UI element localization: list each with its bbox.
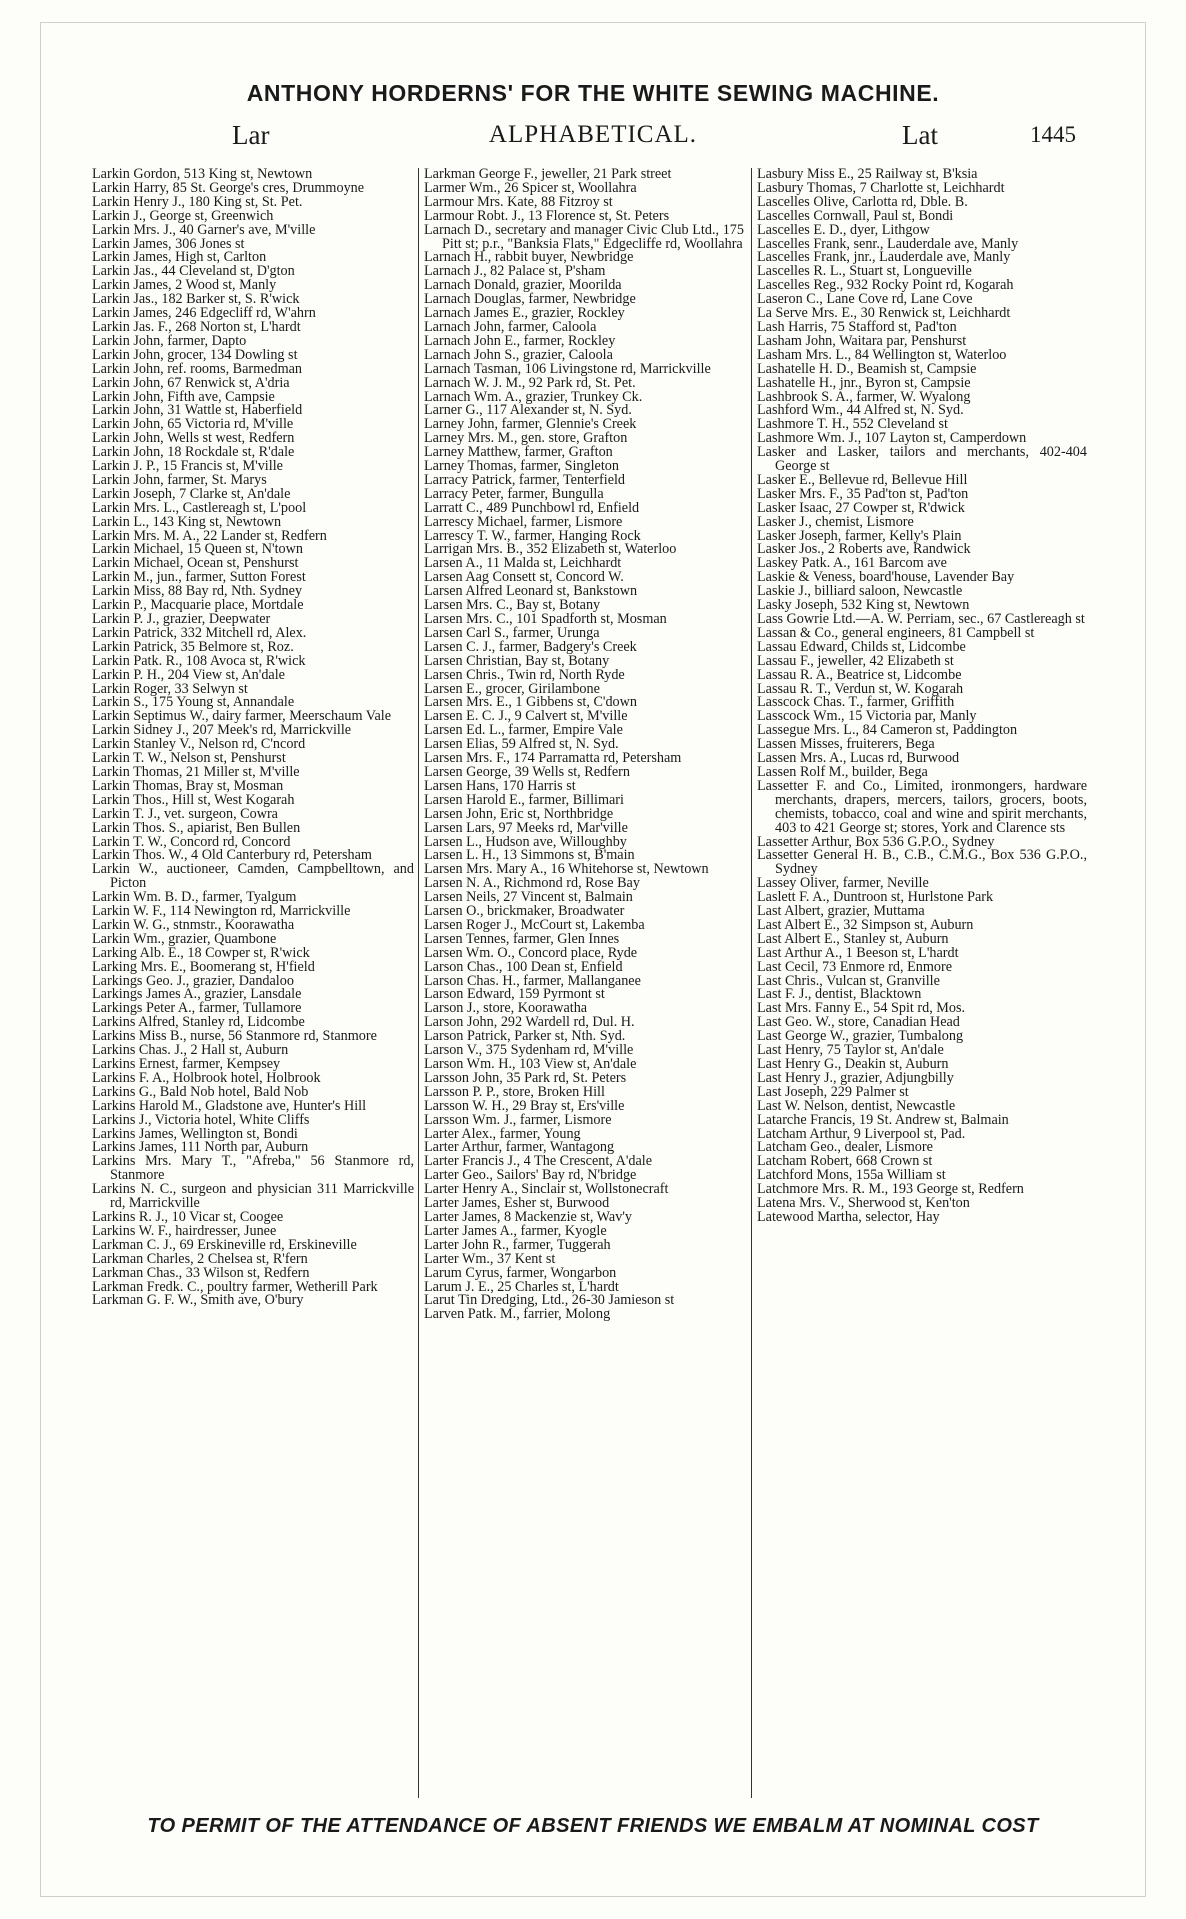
- directory-entry: La Serve Mrs. E., 30 Renwick st, Leichhardt: [757, 305, 1011, 322]
- directory-entry: Larkin Wm. B. D., farmer, Tyalgum: [92, 889, 297, 906]
- directory-entry: Larnach D., secretary and manager Civic Club Ltd., 175 Pitt st; p.r., "Banksia Flats," Edgecliffe rd, Woollahra: [424, 221, 744, 252]
- directory-entry: Last W. Nelson, dentist, Newcastle: [757, 1097, 956, 1114]
- directory-entry: Larkin John, 31 Wattle st, Haberfield: [92, 402, 303, 419]
- bottom-advert-banner: TO PERMIT OF THE ATTENDANCE OF ABSENT FRIENDS WE EMBALM AT NOMINAL COST: [147, 1815, 1039, 1837]
- directory-entry: Lasker Joseph, farmer, Kelly's Plain: [757, 527, 962, 544]
- directory-entry: Larnach Donald, grazier, Moorilda: [424, 277, 622, 294]
- directory-entry: Latcham Geo., dealer, Lismore: [757, 1139, 933, 1156]
- directory-entry: Last Albert, grazier, Muttama: [757, 903, 925, 920]
- directory-entry: Lass Gowrie Ltd.—A. W. Perriam, sec., 67 Castlereagh st: [757, 611, 1085, 627]
- header-right-guide-word: Lat: [902, 120, 938, 150]
- directory-entry: Larson V., 375 Sydenham rd, M'ville: [424, 1042, 634, 1059]
- directory-entry: Larkin Thos., Hill st, West Kogarah: [92, 791, 295, 808]
- directory-entry: Latcham Arthur, 9 Liverpool st, Pad.: [757, 1125, 966, 1142]
- directory-entry: Larkman Charles, 2 Chelsea st, R'fern: [92, 1250, 308, 1267]
- directory-entry: Larnach W. J. M., 92 Park rd, St. Pet.: [424, 374, 636, 391]
- directory-entry: Larson Wm. H., 103 View st, An'dale: [424, 1056, 637, 1072]
- directory-entry: Lasbury Thomas, 7 Charlotte st, Leichhardt: [757, 179, 1005, 196]
- directory-entry: Larrescy Michael, farmer, Lismore: [424, 513, 623, 530]
- directory-entry: Larter Alex., farmer, Young: [424, 1125, 581, 1142]
- directory-entry: Larkman C. J., 69 Erskineville rd, Erskineville: [92, 1236, 357, 1253]
- directory-entry: Larracy Peter, farmer, Bungulla: [424, 485, 604, 502]
- directory-entry: Larkin James, High st, Carlton: [92, 249, 267, 266]
- directory-entry: Larkins Chas. J., 2 Hall st, Auburn: [92, 1042, 289, 1059]
- directory-entry: Lasker E., Bellevue rd, Bellevue Hill: [757, 471, 968, 488]
- directory-entry: Larson John, 292 Wardell rd, Dul. H.: [424, 1014, 635, 1031]
- directory-entry: Laskie J., billiard saloon, Newcastle: [757, 583, 963, 600]
- directory-entry: Lassau Edward, Childs st, Lidcombe: [757, 638, 966, 655]
- directory-entry: Larkin W. F., 114 Newington rd, Marrickville: [92, 903, 351, 920]
- directory-entry: Larsen George, 39 Wells st, Redfern: [424, 763, 630, 780]
- directory-entry: Larsen Wm. O., Concord place, Ryde: [424, 944, 638, 961]
- directory-entry: Larmour Robt. J., 13 Florence st, St. Peters: [424, 207, 670, 224]
- directory-entry: Larkin Jas., 44 Cleveland st, D'gton: [92, 263, 295, 280]
- directory-entry: Larkin Sidney J., 207 Meek's rd, Marrickville: [92, 722, 352, 739]
- directory-entry: Larson J., store, Koorawatha: [424, 1000, 588, 1017]
- directory-entry: Larmour Mrs. Kate, 88 Fitzroy st: [424, 193, 613, 210]
- directory-entry: Laskie & Veness, board'house, Lavender Bay: [757, 569, 1015, 586]
- directory-entry: Larkman George F., jeweller, 21 Park street: [424, 168, 672, 182]
- directory-entry: Larkin P. H., 204 View st, An'dale: [92, 666, 285, 683]
- directory-entry: Larkin Roger, 33 Selwyn st: [92, 680, 248, 697]
- directory-entry: Last George W., grazier, Tumbalong: [757, 1028, 964, 1045]
- directory-entry: Larkin Patk. R., 108 Avoca st, R'wick: [92, 652, 306, 669]
- directory-entry: Larsson P. P., store, Broken Hill: [424, 1083, 605, 1100]
- directory-entry: Larsen Mrs. C., 101 Spadforth st, Mosman: [424, 611, 667, 627]
- directory-entry: Lasscock Chas. T., farmer, Griffith: [757, 694, 955, 711]
- directory-entry: Lassau R. T., Verdun st, W. Kogarah: [757, 680, 964, 697]
- directory-entry: Larter Wm., 37 Kent st: [424, 1250, 556, 1267]
- directory-entry: Larsen Hans, 170 Harris st: [424, 777, 576, 794]
- directory-entry: Larsen O., brickmaker, Broadwater: [424, 903, 625, 920]
- header-section-title: ALPHABETICAL.: [488, 121, 698, 148]
- directory-entry: Larkin John, ref. rooms, Barmedman: [92, 360, 302, 377]
- directory-entry: Larnach John E., farmer, Rockley: [424, 332, 616, 349]
- directory-entry: Larnach James E., grazier, Rockley: [424, 305, 625, 322]
- directory-entry: Last Mrs. Fanny E., 54 Spit rd, Mos.: [757, 1000, 966, 1017]
- directory-entry: Larkin Michael, Ocean st, Penshurst: [92, 555, 299, 572]
- directory-entry: Larkin Thomas, Bray st, Mosman: [92, 777, 284, 794]
- directory-entry: Larsen C. J., farmer, Badgery's Creek: [424, 638, 637, 655]
- directory-entry: Larven Patk. M., farrier, Molong: [424, 1306, 611, 1323]
- directory-entry: Larkins Harold M., Gladstone ave, Hunter's Hill: [92, 1097, 367, 1114]
- directory-entry: Larkin T. J., vet. surgeon, Cowra: [92, 805, 278, 822]
- directory-entry: Larkin Thos. S., apiarist, Ben Bullen: [92, 819, 301, 836]
- directory-entry: Larnach J., 82 Palace st, P'sham: [424, 263, 606, 280]
- directory-entry: Lascelles Frank, senr., Lauderdale ave, Manly: [757, 235, 1019, 252]
- directory-entry: Larkin James, 2 Wood st, Manly: [92, 277, 277, 294]
- directory-entry: Larkins F. A., Holbrook hotel, Holbrook: [92, 1069, 321, 1086]
- directory-entry: Lashmore T. H., 552 Cleveland st: [757, 416, 948, 433]
- directory-entry: Larkin Thomas, 21 Miller st, M'ville: [92, 763, 300, 780]
- directory-entry: Larkin P., Macquarie place, Mortdale: [92, 597, 304, 614]
- header-left-guide-word: Lar: [232, 120, 270, 150]
- directory-entry: Lassetter General H. B., C.B., C.M.G., Box 536 G.P.O., Sydney: [757, 847, 1087, 878]
- directory-entry: Larkin P. J., grazier, Deepwater: [92, 611, 271, 627]
- directory-entry: Larkin Mrs. J., 40 Garner's ave, M'ville: [92, 221, 316, 238]
- directory-entry: Laslett F. A., Duntroon st, Hurlstone Park: [757, 889, 994, 906]
- directory-entry: Last Geo. W., store, Canadian Head: [757, 1014, 960, 1031]
- directory-entry: Latchmore Mrs. R. M., 193 George st, Redfern: [757, 1181, 1024, 1198]
- directory-entry: Larter Arthur, farmer, Wantagong: [424, 1139, 615, 1156]
- directory-entry: Latcham Robert, 668 Crown st: [757, 1153, 933, 1170]
- directory-column-1: [92, 168, 414, 1798]
- directory-entry: Larkins N. C., surgeon and physician 311 Marrickville rd, Marrickville: [92, 1181, 414, 1212]
- directory-entry: Lascelles R. L., Stuart st, Longueville: [757, 263, 972, 280]
- directory-entry: Lassen Mrs. A., Lucas rd, Burwood: [757, 750, 960, 767]
- directory-entry: Larney Matthew, farmer, Grafton: [424, 444, 613, 461]
- directory-entry: Larsen Neils, 27 Vincent st, Balmain: [424, 889, 633, 906]
- directory-entry: Lascelles Olive, Carlotta rd, Dble. B.: [757, 193, 968, 210]
- directory-entry: Last Cecil, 73 Enmore rd, Enmore: [757, 958, 953, 975]
- directory-entry: Larsen John, Eric st, Northbridge: [424, 805, 614, 822]
- directory-entry: Larkin Henry J., 180 King st, St. Pet.: [92, 193, 303, 210]
- directory-entry: Larkin John, Wells st west, Redfern: [92, 430, 295, 447]
- directory-entry: Larkins W. F., hairdresser, Junee: [92, 1222, 277, 1239]
- directory-entry: Larkin Septimus W., dairy farmer, Meerschaum Vale: [92, 708, 391, 725]
- directory-entry: Larsen A., 11 Malda st, Leichhardt: [424, 555, 622, 572]
- directory-entry: Larkins G., Bald Nob hotel, Bald Nob: [92, 1083, 309, 1100]
- directory-entry: Larkin Patrick, 332 Mitchell rd, Alex.: [92, 624, 307, 641]
- directory-entry: Last Albert E., Stanley st, Auburn: [757, 930, 949, 947]
- directory-entry: Larkins Miss B., nurse, 56 Stanmore rd, Stanmore: [92, 1028, 377, 1045]
- directory-entry: Larsen Elias, 59 Alfred st, N. Syd.: [424, 736, 619, 753]
- directory-entry: Latewood Martha, selector, Hay: [757, 1208, 940, 1225]
- directory-entry: Larrescy T. W., farmer, Hanging Rock: [424, 527, 641, 544]
- directory-entry: Larter Henry A., Sinclair st, Wollstonecraft: [424, 1181, 669, 1198]
- directory-entry: Lascelles E. D., dyer, Lithgow: [757, 221, 930, 238]
- directory-entry: Larsen E., grocer, Girilambone: [424, 680, 600, 697]
- directory-entry: Lashatelle H., jnr., Byron st, Campsie: [757, 374, 971, 391]
- directory-entry: Larter Francis J., 4 The Crescent, A'dale: [424, 1153, 653, 1170]
- directory-entry: Larkin Jas., 182 Barker st, S. R'wick: [92, 291, 300, 308]
- directory-entry: Larnach Tasman, 106 Livingstone rd, Marrickville: [424, 360, 711, 377]
- directory-entry: Lashatelle H. D., Beamish st, Campsie: [757, 360, 977, 377]
- directory-entry: Larson Patrick, Parker st, Nth. Syd.: [424, 1028, 626, 1045]
- directory-entry: Larkings Geo. J., grazier, Dandaloo: [92, 972, 294, 989]
- directory-entry: Lascelles Cornwall, Paul st, Bondi: [757, 207, 954, 224]
- directory-entry: Lassau R. A., Beatrice st, Lidcombe: [757, 666, 962, 683]
- directory-entry: Lascelles Frank, jnr., Lauderdale ave, Manly: [757, 249, 1011, 266]
- directory-entry: Lashbrook S. A., farmer, W. Wyalong: [757, 388, 971, 405]
- directory-entry: Larsen Carl S., farmer, Urunga: [424, 624, 600, 641]
- directory-entry: Lassey Oliver, farmer, Neville: [757, 875, 929, 892]
- directory-entry: Larkin Patrick, 35 Belmore st, Roz.: [92, 638, 294, 655]
- directory-entry: Larsen Ed. L., farmer, Empire Vale: [424, 722, 623, 739]
- directory-entry: Larkin John, 67 Renwick st, A'dria: [92, 374, 290, 391]
- directory-entry: Larkins Mrs. Mary T., "Afreba," 56 Stanmore rd, Stanmore: [92, 1153, 414, 1184]
- directory-entry: Lasscock Wm., 15 Victoria par, Manly: [757, 708, 977, 725]
- directory-entry: Larkman G. F. W., Smith ave, O'bury: [92, 1292, 304, 1309]
- directory-column-2: [424, 168, 744, 1798]
- directory-entry: Larkman Fredk. C., poultry farmer, Wetherill Park: [92, 1278, 378, 1295]
- directory-entry: Larking Alb. E., 18 Cowper st, R'wick: [92, 944, 310, 961]
- directory-entry: Lassen Misses, fruiterers, Bega: [757, 736, 935, 753]
- directory-entry: Lasky Joseph, 532 King st, Newtown: [757, 597, 970, 614]
- directory-entry: Larkin Mrs. L., Castlereagh st, L'pool: [92, 499, 307, 516]
- directory-entry: Larkins Ernest, farmer, Kempsey: [92, 1056, 281, 1072]
- directory-entry: Larkin J., George st, Greenwich: [92, 207, 274, 224]
- directory-entry: Lasker Isaac, 27 Cowper st, R'dwick: [757, 499, 965, 516]
- directory-entry: Larkin Wm., grazier, Quambone: [92, 930, 277, 947]
- directory-entry: Larsen Mrs. E., 1 Gibbens st, C'down: [424, 694, 637, 711]
- directory-entry: Larsen Aag Consett st, Concord W.: [424, 569, 624, 586]
- top-advert-banner: ANTHONY HORDERNS' FOR THE WHITE SEWING MACHINE.: [246, 80, 940, 106]
- directory-entry: Larkin Stanley V., Nelson rd, C'ncord: [92, 736, 306, 753]
- directory-entry: Lash Harris, 75 Stafford st, Pad'ton: [757, 318, 957, 335]
- directory-entry: Larnach Wm. A., grazier, Trunkey Ck.: [424, 388, 643, 405]
- directory-entry: Lassen Rolf M., builder, Bega: [757, 763, 928, 780]
- directory-entry: Lashford Wm., 44 Alfred st, N. Syd.: [757, 402, 964, 419]
- directory-entry: Larsen Harold E., farmer, Billimari: [424, 791, 624, 808]
- directory-entry: Larkin James, 246 Edgecliff rd, W'ahrn: [92, 305, 316, 322]
- directory-entry: Latarche Francis, 19 St. Andrew st, Balmain: [757, 1111, 1009, 1128]
- directory-entry: Last Arthur A., 1 Beeson st, L'hardt: [757, 944, 959, 961]
- directory-entry: Lasham Mrs. L., 84 Wellington st, Waterloo: [757, 346, 1007, 363]
- directory-entry: Larney John, farmer, Glennie's Creek: [424, 416, 637, 433]
- directory-entry: Last Henry, 75 Taylor st, An'dale: [757, 1042, 944, 1059]
- directory-entry: Latena Mrs. V., Sherwood st, Ken'ton: [757, 1195, 970, 1212]
- directory-entry: Larum J. E., 25 Charles st, L'hardt: [424, 1278, 619, 1295]
- directory-entry: Larney Mrs. M., gen. store, Grafton: [424, 430, 628, 447]
- directory-entry: Larsen Mrs. Mary A., 16 Whitehorse st, Newtown: [424, 861, 709, 878]
- directory-entry: Larter Geo., Sailors' Bay rd, N'bridge: [424, 1167, 637, 1184]
- directory-entry: Laskey Patk. A., 161 Barcom ave: [757, 555, 947, 572]
- directory-entry: Larnach Douglas, farmer, Newbridge: [424, 291, 636, 308]
- directory-entry: Larsson Wm. J., farmer, Lismore: [424, 1111, 612, 1128]
- directory-entry: Last Joseph, 229 Palmer st: [757, 1083, 909, 1100]
- directory-entry: Larkings James A., grazier, Lansdale: [92, 986, 302, 1003]
- directory-entry: Lassegue Mrs. L., 84 Cameron st, Paddington: [757, 722, 1018, 739]
- directory-entry: Larking Mrs. E., Boomerang st, H'field: [92, 958, 315, 975]
- directory-entry: Larum Cyrus, farmer, Wongarbon: [424, 1264, 617, 1281]
- directory-entry: Lasker Mrs. F., 35 Pad'ton st, Pad'ton: [757, 485, 969, 502]
- page-number: 1445: [1030, 122, 1076, 147]
- directory-entry: Larsen E. C. J., 9 Calvert st, M'ville: [424, 708, 628, 725]
- directory-entry: Larkin John, farmer, Dapto: [92, 332, 247, 349]
- directory-entry: Larkings Peter A., farmer, Tullamore: [92, 1000, 302, 1017]
- directory-entry: Larsen Christian, Bay st, Botany: [424, 652, 610, 669]
- directory-entry: Lasbury Miss E., 25 Railway st, B'ksia: [757, 168, 978, 182]
- directory-entry: Lasker and Lasker, tailors and merchants, 402-404 George st: [757, 444, 1087, 475]
- directory-entry: Larkin John, 65 Victoria rd, M'ville: [92, 416, 294, 433]
- column-divider: [418, 168, 419, 1798]
- directory-entry: Larsen Roger J., McCourt st, Lakemba: [424, 916, 645, 933]
- directory-entry: Larkin Michael, 15 Queen st, N'town: [92, 541, 303, 558]
- directory-entry: Larkin J. P., 15 Francis st, M'ville: [92, 458, 283, 475]
- directory-entry: Lassan & Co., general engineers, 81 Campbell st: [757, 624, 1035, 641]
- directory-entry: Larkin T. W., Nelson st, Penshurst: [92, 750, 286, 767]
- directory-entry: Larsson John, 35 Park rd, St. Peters: [424, 1069, 627, 1086]
- directory-entry: Larkins James, Wellington st, Bondi: [92, 1125, 298, 1142]
- directory-entry: Larracy Patrick, farmer, Tenterfield: [424, 471, 626, 488]
- directory-entry: Larnach John S., grazier, Caloola: [424, 346, 613, 363]
- directory-entry: Larkin Harry, 85 St. George's cres, Drummoyne: [92, 179, 365, 196]
- directory-entry: Larmer Wm., 26 Spicer st, Woollahra: [424, 179, 637, 196]
- directory-entry: Latchford Mons, 155a William st: [757, 1167, 946, 1184]
- directory-entry: Larkman Chas., 33 Wilson st, Redfern: [92, 1264, 310, 1281]
- directory-entry: Larkins Alfred, Stanley rd, Lidcombe: [92, 1014, 305, 1031]
- directory-entry: Lassau F., jeweller, 42 Elizabeth st: [757, 652, 954, 669]
- directory-entry: Lascelles Reg., 932 Rocky Point rd, Kogarah: [757, 277, 1014, 294]
- directory-entry: Larson Chas. H., farmer, Mallanganee: [424, 972, 641, 989]
- directory-entry: Last Albert E., 32 Simpson st, Auburn: [757, 916, 974, 933]
- directory-entry: Laseron C., Lane Cove rd, Lane Cove: [757, 291, 973, 308]
- directory-entry: Larter John R., farmer, Tuggerah: [424, 1236, 611, 1253]
- directory-entry: Lasker Jos., 2 Roberts ave, Randwick: [757, 541, 971, 558]
- directory-entry: Larsen Lars, 97 Meeks rd, Mar'ville: [424, 819, 628, 836]
- directory-entry: Larnach H., rabbit buyer, Newbridge: [424, 249, 634, 266]
- directory-entry: Larkin Gordon, 513 King st, Newtown: [92, 168, 313, 182]
- directory-entry: Larter James, 8 Mackenzie st, Wav'y: [424, 1208, 632, 1225]
- directory-entry: Larkins J., Victoria hotel, White Cliffs: [92, 1111, 310, 1128]
- directory-entry: Larkin Joseph, 7 Clarke st, An'dale: [92, 485, 291, 502]
- directory-entry: Larkin S., 175 Young st, Annandale: [92, 694, 295, 711]
- directory-entry: Larson Chas., 100 Dean st, Enfield: [424, 958, 623, 975]
- directory-entry: Larkins R. J., 10 Vicar st, Coogee: [92, 1208, 284, 1225]
- directory-entry: Larter James, Esher st, Burwood: [424, 1195, 610, 1212]
- directory-entry: Larkin James, 306 Jones st: [92, 235, 245, 252]
- directory-entry: Larkin W. G., stnmstr., Koorawatha: [92, 916, 295, 933]
- directory-entry: Larrigan Mrs. B., 352 Elizabeth st, Waterloo: [424, 541, 677, 558]
- directory-entry: Larsen Tennes, farmer, Glen Innes: [424, 930, 620, 947]
- directory-entry: Larkin T. W., Concord rd, Concord: [92, 833, 291, 850]
- directory-entry: Larkin L., 143 King st, Newtown: [92, 513, 282, 530]
- directory-entry: Larsen L., Hudson ave, Willoughby: [424, 833, 627, 850]
- directory-entry: Lasham John, Waitara par, Penshurst: [757, 332, 967, 349]
- directory-column-3: [757, 168, 1087, 1798]
- directory-entry: Larkins James, 111 North par, Auburn: [92, 1139, 309, 1156]
- directory-entry: Lasker J., chemist, Lismore: [757, 513, 914, 530]
- directory-entry: Larsen Chris., Twin rd, North Ryde: [424, 666, 625, 683]
- directory-entry: Last Henry G., Deakin st, Auburn: [757, 1056, 949, 1072]
- directory-entry: Last Henry J., grazier, Adjungbilly: [757, 1069, 954, 1086]
- directory-entry: Larkin W., auctioneer, Camden, Campbelltown, and Picton: [92, 861, 414, 892]
- column-divider: [751, 168, 752, 1798]
- directory-entry: Larsen N. A., Richmond rd, Rose Bay: [424, 875, 640, 892]
- directory-entry: Larkin John, grocer, 134 Dowling st: [92, 346, 298, 363]
- directory-entry: Larkin John, farmer, St. Marys: [92, 471, 267, 488]
- directory-entry: Larsen L. H., 13 Simmons st, B'main: [424, 847, 635, 864]
- directory-entry: Larney Thomas, farmer, Singleton: [424, 458, 619, 475]
- directory-entry: Lassetter Arthur, Box 536 G.P.O., Sydney: [757, 833, 995, 850]
- directory-entry: Larkin John, Fifth ave, Campsie: [92, 388, 275, 405]
- directory-entry: Lashmore Wm. J., 107 Layton st, Camperdown: [757, 430, 1027, 447]
- directory-entry: Larsen Mrs. C., Bay st, Botany: [424, 597, 601, 614]
- directory-entry: Larkin John, 18 Rockdale st, R'dale: [92, 444, 295, 461]
- directory-entry: Larkin M., jun., farmer, Sutton Forest: [92, 569, 306, 586]
- directory-entry: Larner G., 117 Alexander st, N. Syd.: [424, 402, 632, 419]
- directory-entry: Larut Tin Dredging, Ltd., 26-30 Jamieson st: [424, 1292, 675, 1309]
- directory-entry: Larsen Mrs. F., 174 Parramatta rd, Petersham: [424, 750, 682, 767]
- directory-entry: Larratt C., 489 Punchbowl rd, Enfield: [424, 499, 640, 516]
- directory-entry: Larkin Jas. F., 268 Norton st, L'hardt: [92, 318, 301, 335]
- directory-entry: Last Chris., Vulcan st, Granville: [757, 972, 940, 989]
- directory-entry: Last F. J., dentist, Blacktown: [757, 986, 922, 1003]
- directory-entry: Larkin Thos. W., 4 Old Canterbury rd, Petersham: [92, 847, 372, 864]
- directory-entry: Larson Edward, 159 Pyrmont st: [424, 986, 605, 1003]
- directory-entry: Larnach John, farmer, Caloola: [424, 318, 597, 335]
- directory-entry: Lassetter F. and Co., Limited, ironmongers, hardware merchants, drapers, mercers, tailors, grocers, boots, chemists, tobacco, coal and wine and spirit merchants, 403 to 421 George st; stores, York and Clarence sts: [757, 777, 1087, 836]
- directory-entry: Larsen Alfred Leonard st, Bankstown: [424, 583, 638, 600]
- directory-entry: Larter James A., farmer, Kyogle: [424, 1222, 607, 1239]
- directory-entry: Larsson W. H., 29 Bray st, Ers'ville: [424, 1097, 625, 1114]
- directory-entry: Larkin Mrs. M. A., 22 Lander st, Redfern: [92, 527, 327, 544]
- directory-entry: Larkin Miss, 88 Bay rd, Nth. Sydney: [92, 583, 303, 600]
